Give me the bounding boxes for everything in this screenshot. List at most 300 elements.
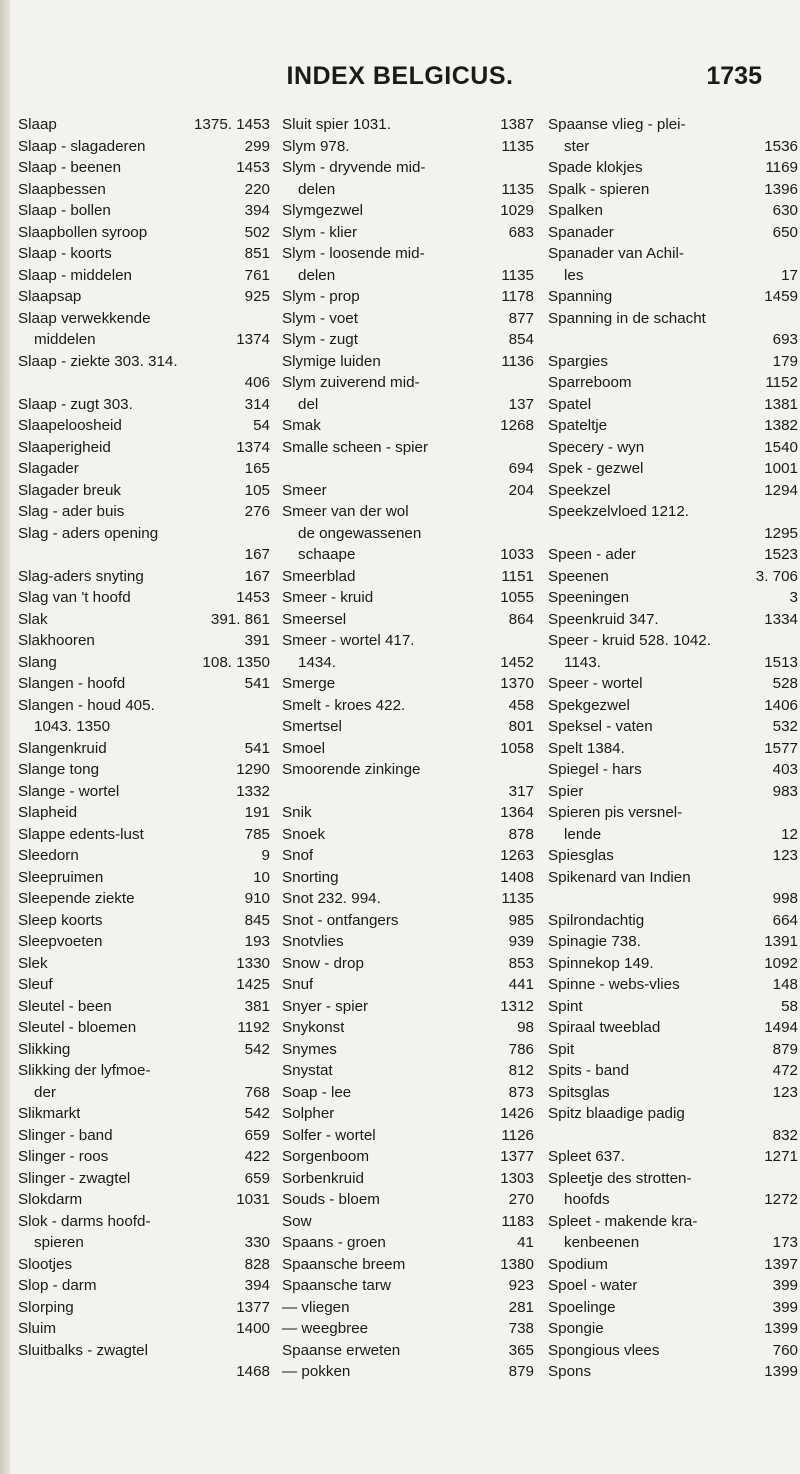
entry-term: Sluitbalks - zwagtel bbox=[18, 1341, 148, 1359]
entry-page-refs: 801 bbox=[508, 718, 534, 735]
entry-page-refs: 1399 bbox=[764, 1320, 798, 1337]
entry-term: Smerge bbox=[282, 675, 336, 692]
entry-page-refs: 1400 bbox=[236, 1320, 270, 1337]
index-entry bbox=[282, 738, 534, 760]
entry-term: Slapheid bbox=[18, 804, 78, 821]
entry-page-refs: 1381 bbox=[764, 395, 798, 413]
entry-page-refs: 1001 bbox=[764, 460, 798, 477]
index-entry bbox=[18, 1254, 270, 1276]
index-entry bbox=[548, 1275, 798, 1297]
entry-term: Smeersel bbox=[282, 610, 347, 628]
entry-page-refs: 1425 bbox=[236, 976, 270, 993]
index-entry bbox=[282, 286, 534, 308]
index-entry bbox=[282, 1275, 534, 1297]
entry-term: Sleedorn bbox=[18, 847, 79, 864]
entry-term: Slaap - beenen bbox=[18, 159, 122, 176]
entry-term: Smeer van der wol bbox=[282, 503, 409, 520]
entry-page-refs: 1332 bbox=[236, 782, 270, 800]
entry-term: Snorting bbox=[282, 868, 339, 886]
entry-term: Spaanse vlieg - plei- bbox=[548, 116, 686, 133]
index-entry bbox=[548, 996, 798, 1018]
index-entry bbox=[18, 480, 270, 502]
entry-term: Slym - prop bbox=[282, 288, 360, 305]
page-header bbox=[0, 62, 800, 94]
entry-term: Spaansche breem bbox=[282, 1255, 406, 1273]
entry-page-refs: 851 bbox=[244, 245, 270, 262]
entry-term: Spinagie 738. bbox=[548, 933, 641, 950]
entry-page-refs: 1452 bbox=[500, 653, 534, 671]
index-entry bbox=[548, 157, 798, 179]
index-entry bbox=[18, 415, 270, 437]
entry-term: Slagader breuk bbox=[18, 481, 122, 499]
entry-term: Slaap bbox=[18, 116, 57, 133]
entry-page-refs: 768 bbox=[244, 1083, 270, 1101]
entry-page-refs: 1152 bbox=[765, 374, 798, 391]
index-entry bbox=[282, 437, 534, 459]
index-entry bbox=[282, 1125, 534, 1147]
entry-term: Slymgezwel bbox=[282, 202, 364, 219]
entry-term: Spiraal tweeblad bbox=[548, 1019, 661, 1036]
entry-term: Spanader van Achil- bbox=[548, 245, 684, 262]
entry-page-refs: 786 bbox=[508, 1040, 534, 1058]
entry-term: Speenkruid 347. bbox=[548, 610, 659, 628]
entry-page-refs: 1268 bbox=[500, 417, 534, 434]
index-entry bbox=[282, 1168, 534, 1190]
index-entry bbox=[282, 867, 534, 889]
index-entry bbox=[18, 587, 270, 609]
index-entry bbox=[18, 265, 270, 287]
entry-term: Spongious vlees bbox=[548, 1341, 660, 1359]
entry-term: Spit bbox=[548, 1040, 575, 1058]
entry-term: Souds - bloem bbox=[282, 1191, 380, 1208]
entry-term: Slikking bbox=[18, 1040, 71, 1058]
index-entry bbox=[18, 437, 270, 459]
entry-term: Slym - zugt bbox=[282, 331, 358, 348]
index-entry bbox=[548, 1318, 798, 1340]
index-entry bbox=[548, 759, 798, 781]
entry-page-refs: 108. 1350 bbox=[202, 653, 270, 671]
entry-term: Smak bbox=[282, 417, 321, 434]
entry-page-refs: 1135 bbox=[501, 890, 534, 907]
index-entry bbox=[282, 630, 534, 652]
entry-page-refs: 123 bbox=[772, 1083, 798, 1101]
index-entry bbox=[548, 888, 798, 910]
index-entry bbox=[548, 136, 798, 158]
entry-page-refs: 1377 bbox=[500, 1148, 534, 1165]
index-entry bbox=[548, 1060, 798, 1082]
entry-term: Snow - drop bbox=[282, 954, 364, 972]
index-entry bbox=[18, 1211, 270, 1233]
entry-page-refs: 1135 bbox=[501, 137, 534, 155]
entry-term: Solfer - wortel bbox=[282, 1126, 376, 1144]
index-entry bbox=[548, 394, 798, 416]
entry-term: 1434. bbox=[298, 653, 337, 671]
index-entry bbox=[282, 566, 534, 588]
index-entry bbox=[18, 652, 270, 674]
index-entry bbox=[282, 996, 534, 1018]
index-entry bbox=[548, 243, 798, 265]
index-column-2 bbox=[282, 114, 534, 1383]
entry-page-refs: 1136 bbox=[501, 352, 534, 370]
entry-page-refs: 879 bbox=[508, 1363, 534, 1380]
entry-page-refs: 812 bbox=[508, 1062, 534, 1079]
index-entry bbox=[282, 136, 534, 158]
index-entry bbox=[18, 329, 270, 351]
entry-page-refs: 659 bbox=[244, 1126, 270, 1144]
index-entry bbox=[282, 609, 534, 631]
index-entry bbox=[548, 1017, 798, 1039]
entry-term: Slaap verwekkende bbox=[18, 309, 151, 327]
entry-page-refs: 1290 bbox=[236, 761, 270, 778]
entry-term: — weegbree bbox=[282, 1320, 369, 1337]
entry-page-refs: 1396 bbox=[764, 180, 798, 198]
entry-page-refs: 1399 bbox=[764, 1363, 798, 1380]
index-entry bbox=[548, 695, 798, 717]
index-entry bbox=[282, 200, 534, 222]
index-entry bbox=[18, 1189, 270, 1211]
index-entry bbox=[548, 415, 798, 437]
index-entry bbox=[282, 480, 534, 502]
index-entry bbox=[18, 1039, 270, 1061]
page-number: 1735 bbox=[706, 62, 762, 90]
entry-term: Spieren pis versnel- bbox=[548, 804, 683, 821]
index-entry bbox=[548, 265, 798, 287]
entry-term: Spier bbox=[548, 782, 584, 800]
entry-page-refs: 41 bbox=[517, 1234, 534, 1251]
entry-page-refs: 1364 bbox=[500, 804, 534, 821]
entry-term: Sow bbox=[282, 1212, 312, 1230]
entry-page-refs: 502 bbox=[244, 223, 270, 241]
index-entry bbox=[18, 523, 270, 545]
entry-page-refs: 1178 bbox=[501, 288, 534, 305]
index-entry bbox=[282, 802, 534, 824]
index-entry bbox=[18, 888, 270, 910]
index-entry bbox=[548, 1125, 798, 1147]
index-entry bbox=[282, 1361, 534, 1383]
index-entry bbox=[548, 1103, 798, 1125]
index-entry bbox=[18, 200, 270, 222]
entry-page-refs: 1382 bbox=[764, 417, 798, 434]
entry-page-refs: 10 bbox=[253, 868, 270, 886]
index-entry bbox=[282, 1211, 534, 1233]
entry-term: Smelt - kroes 422. bbox=[282, 696, 406, 714]
entry-page-refs: 472 bbox=[772, 1062, 798, 1079]
index-entry bbox=[18, 1340, 270, 1362]
entry-term: Slorping bbox=[18, 1298, 74, 1316]
index-entry bbox=[548, 673, 798, 695]
entry-page-refs: 923 bbox=[508, 1277, 534, 1294]
entry-term: Sleepruimen bbox=[18, 868, 104, 886]
entry-page-refs: 3 bbox=[789, 589, 798, 606]
index-entry bbox=[282, 329, 534, 351]
index-entry bbox=[548, 824, 798, 846]
entry-term: Smeer bbox=[282, 481, 327, 499]
index-entry bbox=[282, 1017, 534, 1039]
index-entry bbox=[548, 738, 798, 760]
entry-page-refs: 148 bbox=[772, 976, 798, 993]
entry-term: Slikmarkt bbox=[18, 1105, 81, 1122]
entry-term: — vliegen bbox=[282, 1298, 350, 1316]
index-entry bbox=[282, 1103, 534, 1125]
entry-term: Spade klokjes bbox=[548, 159, 643, 176]
entry-term: Slangen - houd 405. bbox=[18, 696, 155, 714]
entry-term: Spitsglas bbox=[548, 1083, 610, 1101]
entry-term: Spoelinge bbox=[548, 1298, 616, 1316]
entry-term: Sleutel - been bbox=[18, 997, 112, 1015]
entry-term: Slinger - band bbox=[18, 1126, 113, 1144]
entry-term: Spaans - groen bbox=[282, 1234, 386, 1251]
entry-page-refs: 173 bbox=[772, 1234, 798, 1251]
index-entry bbox=[548, 802, 798, 824]
index-entry bbox=[548, 1189, 798, 1211]
entry-term: Spikenard van Indien bbox=[548, 868, 691, 886]
index-entry bbox=[548, 523, 798, 545]
index-entry bbox=[282, 1232, 534, 1254]
entry-page-refs: 541 bbox=[244, 675, 270, 692]
entry-page-refs: 1058 bbox=[500, 739, 534, 757]
index-entry bbox=[282, 824, 534, 846]
entry-term: Slaapbessen bbox=[18, 180, 106, 198]
entry-page-refs: 1523 bbox=[764, 546, 798, 563]
entry-page-refs: 1294 bbox=[764, 481, 798, 499]
entry-page-refs: 878 bbox=[508, 825, 534, 843]
entry-term: Smeer - wortel 417. bbox=[282, 632, 415, 649]
index-entry bbox=[548, 480, 798, 502]
entry-term: Spekgezwel bbox=[548, 696, 630, 714]
entry-page-refs: 391. 861 bbox=[210, 610, 270, 628]
entry-page-refs: 281 bbox=[508, 1298, 534, 1316]
entry-term: Spilrondachtig bbox=[548, 911, 645, 929]
entry-term: Slaap - bollen bbox=[18, 202, 111, 219]
entry-page-refs: 17 bbox=[781, 266, 798, 284]
entry-term: Slaap - middelen bbox=[18, 266, 132, 284]
entry-term: Slaapsap bbox=[18, 288, 82, 305]
entry-page-refs: 1031 bbox=[236, 1191, 270, 1208]
entry-page-refs: 1151 bbox=[501, 567, 534, 585]
index-entry bbox=[18, 824, 270, 846]
index-entry bbox=[282, 1254, 534, 1276]
index-entry bbox=[548, 1232, 798, 1254]
entry-term: Snot 232. 994. bbox=[282, 890, 381, 907]
entry-page-refs: 1397 bbox=[764, 1255, 798, 1273]
entry-page-refs: 1536 bbox=[764, 137, 798, 155]
entry-term: Slangenkruid bbox=[18, 739, 107, 757]
entry-page-refs: 193 bbox=[244, 933, 270, 950]
entry-page-refs: 276 bbox=[244, 503, 270, 520]
entry-term: Slaapeloosheid bbox=[18, 417, 122, 434]
entry-term: Spanader bbox=[548, 223, 614, 241]
entry-term: Slange tong bbox=[18, 761, 100, 778]
entry-term: Slaap - ziekte 303. 314. bbox=[18, 352, 178, 370]
index-entry bbox=[282, 458, 534, 480]
entry-page-refs: 853 bbox=[508, 954, 534, 972]
index-entry bbox=[18, 867, 270, 889]
entry-page-refs: 1406 bbox=[764, 696, 798, 714]
entry-term: Snoek bbox=[282, 825, 326, 843]
index-entry bbox=[18, 308, 270, 330]
entry-term: — pokken bbox=[282, 1363, 351, 1380]
entry-term: Smeer - kruid bbox=[282, 589, 374, 606]
index-entry bbox=[282, 1297, 534, 1319]
index-entry bbox=[548, 587, 798, 609]
entry-term: Spatel bbox=[548, 395, 592, 413]
entry-page-refs: 1377 bbox=[236, 1298, 270, 1316]
index-entry bbox=[18, 114, 270, 136]
entry-term: Speer - kruid 528. 1042. bbox=[548, 632, 711, 649]
index-entry bbox=[18, 458, 270, 480]
entry-term: 1043. 1350 bbox=[34, 718, 111, 735]
index-entry bbox=[18, 931, 270, 953]
entry-term: lende bbox=[564, 825, 602, 843]
entry-term: Smalle scheen - spier bbox=[282, 438, 429, 456]
entry-term: schaape bbox=[298, 546, 356, 563]
index-column-1 bbox=[18, 114, 270, 1383]
entry-term: Sorbenkruid bbox=[282, 1169, 364, 1187]
entry-term: Slokdarm bbox=[18, 1191, 83, 1208]
entry-term: Slappe edents-lust bbox=[18, 825, 144, 843]
index-entry bbox=[282, 1082, 534, 1104]
entry-page-refs: 630 bbox=[772, 202, 798, 219]
entry-term: Slaapbollen syroop bbox=[18, 223, 148, 241]
index-entry bbox=[548, 1168, 798, 1190]
entry-page-refs: 832 bbox=[772, 1126, 798, 1144]
index-entry bbox=[18, 630, 270, 652]
index-entry bbox=[18, 566, 270, 588]
entry-term: Slakhooren bbox=[18, 632, 95, 649]
entry-term: Sluim bbox=[18, 1320, 56, 1337]
entry-term: Slop - darm bbox=[18, 1277, 97, 1294]
index-entry bbox=[18, 845, 270, 867]
entry-term: Slang bbox=[18, 653, 57, 671]
index-entry bbox=[548, 1340, 798, 1362]
index-entry bbox=[282, 1146, 534, 1168]
entry-term: Spits - band bbox=[548, 1062, 630, 1079]
entry-term: middelen bbox=[34, 331, 96, 348]
entry-term: Slaap - koorts bbox=[18, 245, 112, 262]
entry-page-refs: 1374 bbox=[236, 438, 270, 456]
index-entry bbox=[282, 243, 534, 265]
entry-term: Spodium bbox=[548, 1255, 608, 1273]
index-entry bbox=[18, 1082, 270, 1104]
entry-term: Spoel - water bbox=[548, 1277, 638, 1294]
index-entry bbox=[18, 136, 270, 158]
index-entry bbox=[18, 673, 270, 695]
entry-term: ster bbox=[564, 137, 590, 155]
entry-page-refs: 98 bbox=[517, 1019, 534, 1036]
entry-page-refs: 650 bbox=[772, 223, 798, 241]
index-entry bbox=[18, 501, 270, 523]
entry-term: Speen - ader bbox=[548, 546, 636, 563]
entry-term: Slok - darms hoofd- bbox=[18, 1212, 151, 1230]
index-entry bbox=[282, 845, 534, 867]
entry-term: Spanning in de schacht bbox=[548, 309, 706, 327]
entry-page-refs: 541 bbox=[244, 739, 270, 757]
index-entry bbox=[548, 931, 798, 953]
index-entry bbox=[548, 437, 798, 459]
entry-term: Snot - ontfangers bbox=[282, 911, 399, 929]
entry-term: Snof bbox=[282, 847, 314, 864]
entry-term: Snuf bbox=[282, 976, 314, 993]
index-entry bbox=[548, 1146, 798, 1168]
entry-page-refs: 394 bbox=[244, 202, 270, 219]
index-entry bbox=[282, 931, 534, 953]
entry-page-refs: 399 bbox=[772, 1277, 798, 1294]
entry-term: Snykonst bbox=[282, 1019, 345, 1036]
entry-term: Sleutel - bloemen bbox=[18, 1019, 137, 1036]
entry-page-refs: 330 bbox=[244, 1234, 270, 1251]
entry-term: Slym - loosende mid- bbox=[282, 245, 425, 262]
entry-term: Slinger - zwagtel bbox=[18, 1169, 131, 1187]
entry-page-refs: 1330 bbox=[236, 954, 270, 972]
entry-term: Spelt 1384. bbox=[548, 739, 625, 757]
entry-page-refs: 983 bbox=[772, 782, 798, 800]
index-entry bbox=[282, 1340, 534, 1362]
entry-term: de ongewassenen bbox=[298, 524, 422, 542]
entry-term: Spek - gezwel bbox=[548, 460, 644, 477]
entry-page-refs: 365 bbox=[508, 1341, 534, 1359]
entry-page-refs: 3. 706 bbox=[755, 567, 798, 585]
entry-page-refs: 1374 bbox=[236, 331, 270, 348]
index-entry bbox=[548, 222, 798, 244]
entry-term: Spalk - spieren bbox=[548, 180, 650, 198]
index-entry bbox=[18, 738, 270, 760]
entry-term: Spanning bbox=[548, 288, 613, 305]
entry-term: Spargies bbox=[548, 352, 608, 370]
index-entry bbox=[18, 759, 270, 781]
entry-page-refs: 394 bbox=[244, 1277, 270, 1294]
entry-term: Solpher bbox=[282, 1105, 335, 1122]
entry-page-refs: 381 bbox=[244, 997, 270, 1015]
entry-page-refs: 694 bbox=[508, 460, 534, 477]
index-entry bbox=[548, 652, 798, 674]
index-entry bbox=[18, 1060, 270, 1082]
entry-term: Spleet - makende kra- bbox=[548, 1212, 698, 1230]
entry-page-refs: 399 bbox=[772, 1298, 798, 1316]
entry-term: Speekzel bbox=[548, 481, 611, 499]
index-entry bbox=[282, 265, 534, 287]
entry-page-refs: 1391 bbox=[764, 933, 798, 950]
entry-term: 1143. bbox=[564, 653, 601, 671]
index-entry bbox=[282, 415, 534, 437]
entry-term: Snyer - spier bbox=[282, 997, 369, 1015]
entry-term: Slag - aders opening bbox=[18, 524, 159, 542]
entry-page-refs: 314 bbox=[244, 395, 270, 413]
entry-term: del bbox=[298, 395, 319, 413]
index-column-3 bbox=[548, 114, 798, 1383]
entry-page-refs: 9 bbox=[261, 847, 270, 864]
book-spine-edge bbox=[0, 0, 10, 1474]
entry-term: Slagader bbox=[18, 460, 79, 477]
entry-term: Snystat bbox=[282, 1062, 333, 1079]
entry-term: Spinne - webs-vlies bbox=[548, 976, 680, 993]
index-entry bbox=[548, 609, 798, 631]
entry-page-refs: 1459 bbox=[764, 288, 798, 305]
index-entry bbox=[18, 544, 270, 566]
entry-term: Spongie bbox=[548, 1320, 604, 1337]
entry-term: Spaanse erweten bbox=[282, 1341, 401, 1359]
index-entry bbox=[548, 910, 798, 932]
entry-page-refs: 532 bbox=[772, 718, 798, 735]
index-entry bbox=[548, 845, 798, 867]
entry-page-refs: 1453 bbox=[236, 589, 270, 606]
index-entry bbox=[282, 179, 534, 201]
entry-page-refs: 828 bbox=[244, 1255, 270, 1273]
index-entry bbox=[548, 179, 798, 201]
entry-term: Smertsel bbox=[282, 718, 342, 735]
entry-term: Sparreboom bbox=[548, 374, 632, 391]
entry-term: Spint bbox=[548, 997, 583, 1015]
index-entry bbox=[18, 286, 270, 308]
